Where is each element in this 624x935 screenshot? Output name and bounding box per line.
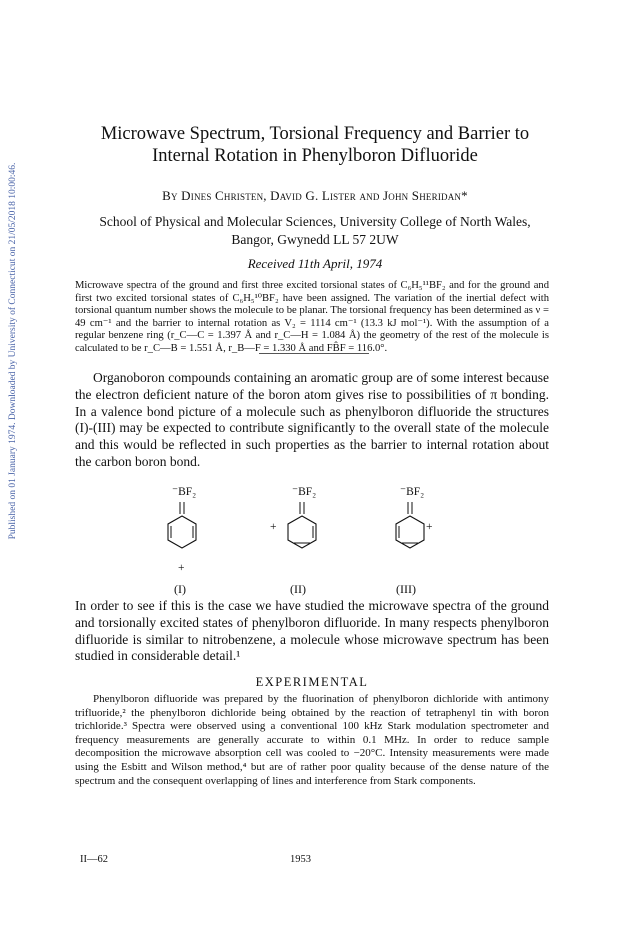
bf2-label-3: ⁻BF₂ [400, 486, 425, 498]
author-list: By Dines Christen, David G. Lister and John Sheridan* [162, 188, 468, 203]
intro-paragraph: Organoboron compounds containing an aromatic group are of some interest because the electron deficient nature of the boron atom gives rise to possibilities of π bonding. In a valence bond picture of a molecule such as phenylboron difluoride the structures (I)-(III) may be expected to contribute significantly to the overall state of the molecule and this would be reflected in such properties as the barrier to internal rotation about the carbon boron bond. [75, 370, 549, 469]
download-watermark: Published on 01 January 1974. Downloaded by University of Connecticut on 21/05/2018 10:00:46. [8, 162, 18, 540]
section-divider [259, 353, 369, 354]
charge-plus-2: + [270, 521, 277, 533]
charge-plus-1: + [178, 562, 185, 574]
affiliation-line-2: Bangor, Gwynedd LL 57 2UW [231, 232, 399, 247]
structure-label-II: (II) [290, 582, 306, 596]
title-line-1: Microwave Spectrum, Torsional Frequency and Barrier to [100, 124, 530, 144]
resonance-structures-figure [140, 484, 480, 594]
charge-plus-3: + [426, 521, 433, 533]
section-heading-experimental: EXPERIMENTAL [255, 675, 369, 689]
bf2-label-1: ⁻BF₂ [172, 486, 197, 498]
page-number: 1953 [290, 854, 311, 865]
experimental-paragraph: Phenylboron difluoride was prepared by the fluorination of phenylboron dichloride with antimony trifluoride,² the phenylboron dichloride being obtained by the reaction of tetraphenyl tin with boron trichloride.³ Spectra were observed using a conventional 100 kHz Stark modulation spectrometer and frequency measurements are generally accurate to within 0.1 MHz. In order to reduce sample decomposition the microwave absorption cell was cooled to −20°C. Intensity measurements were made using the Esbitt and Wilson method,⁴ but are of rather poor quality because of the dense nature of the spectrum and the consequent overlapping of lines and interference from Stark components. [75, 693, 549, 787]
structure-label-III: (III) [396, 582, 416, 596]
bf2-label-2: ⁻BF₂ [292, 486, 317, 498]
structure-III-drawing [390, 500, 430, 562]
paper-title [80, 123, 550, 167]
paragraph-2: In order to see if this is the case we have studied the microwave spectra of the ground and torsionally excited states of phenylboron difluoride. In many respects phenylboron difluoride is similar to nitrobenzene, a molecule whose microwave spectrum has been studied in considerable detail.¹ [75, 598, 549, 664]
title-line-2: Internal Rotation in Phenylboron Difluoride [152, 146, 478, 166]
abstract: Microwave spectra of the ground and first three excited torsional states of C₆H₅¹¹BF₂ and for the ground and first two excited torsional states of C₆H₅¹⁰BF₂ have been assigned. The variation of the inertial defect with torsional quantum number shows the molecule to be planar. The torsional frequency has been determined as ν = 49 cm⁻¹ and the barrier to internal rotation as V₂ = 1114 cm⁻¹ (13.3 kJ mol⁻¹). With the assumption of a regular benzene ring (r_C—C = 1.397 Å and r_C—H = 1.084 Å) the geometry of the rest of the molecule is calculated to be r_C—B = 1.551 Å, r_B—F = 1.330 Å and FB̂F = 116.0°. [75, 280, 549, 354]
received-date: Received 11th April, 1974 [247, 256, 383, 271]
affiliation-line-1: School of Physical and Molecular Sciences, University College of North Wales, [99, 214, 531, 229]
structure-label-I: (I) [174, 582, 186, 596]
structure-I-drawing [162, 500, 202, 562]
affiliation [80, 213, 550, 249]
footer-code: II—62 [80, 854, 108, 865]
structure-II-drawing [282, 500, 322, 562]
